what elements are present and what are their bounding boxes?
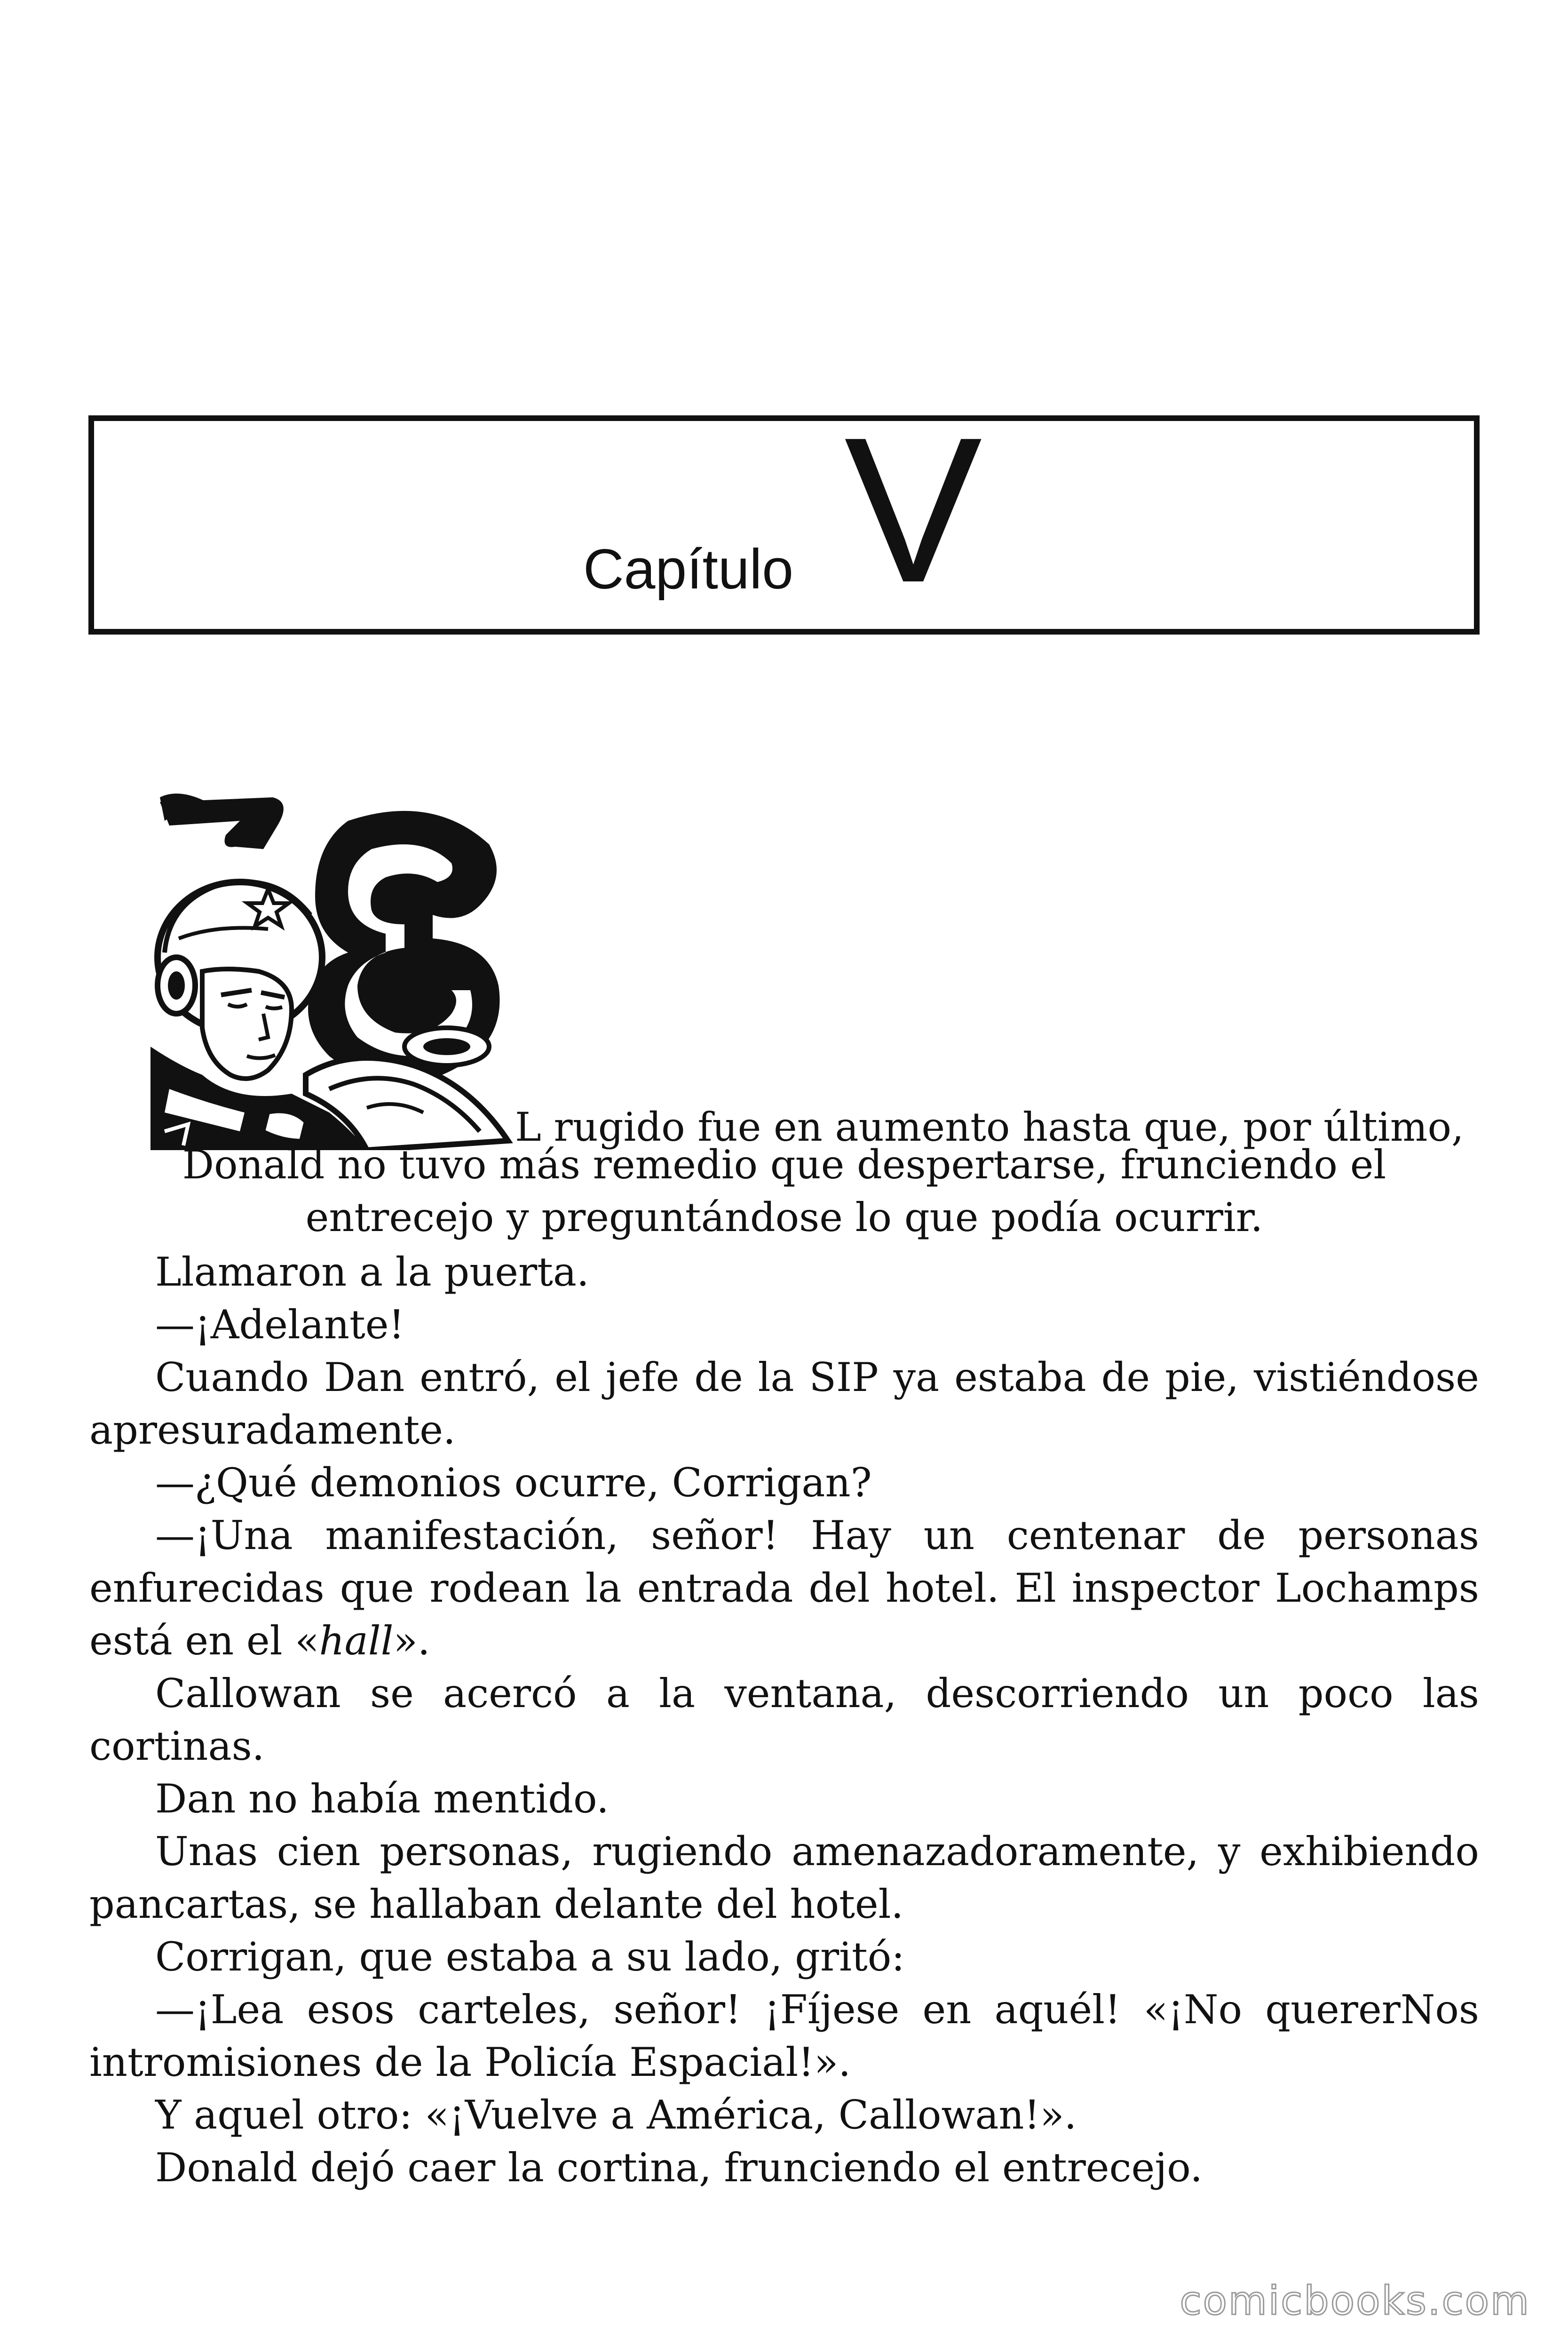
hall-word: hall [319,1618,394,1664]
paragraph: —¡Adelante! [155,1302,405,1348]
chapter-label: Capítulo [583,538,793,601]
paragraph-text: —¡Una manifestación, señor! Hay un centenar de personas enfurecidas que rodean la entrada del hotel. El inspector Lochamps está en el « [89,1512,1479,1664]
opening-first-line: L rugido fue en aumento hasta que, por último, [515,1104,1464,1150]
paragraph: Cuando Dan entró, el jefe de la SIP ya estaba de pie, vistiéndose apresuradamente. [89,1354,1479,1453]
paragraph: —¡Lea esos carteles, señor! ¡Fíjese en aquél! «¡No quererNos intromisiones de la Policía Espacial!». [89,1986,1479,2085]
watermark: comicbooks.com [1180,2278,1530,2324]
hall-close: ». [393,1618,430,1664]
opening-paragraph-rest: Donald no tuvo más remedio que despertarse, frunciendo el entrecejo y preguntándose lo que podía ocurrir. [182,1142,1386,1240]
paragraph: Corrigan, que estaba a su lado, gritó: [155,1934,905,1980]
paragraph: Callowan se acercó a la ventana, descorriendo un poco las cortinas. [89,1670,1479,1769]
paragraph: Y aquel otro: «¡Vuelve a América, Callowan!». [155,2092,1077,2138]
chapter-heading-box [88,415,1480,635]
paragraph: Dan no había mentido. [155,1776,609,1822]
astronaut-dropcap-icon [150,783,517,1150]
paragraph: Donald dejó caer la cortina, frunciendo el entrecejo. [155,2145,1203,2191]
body-text [89,1246,1479,2194]
paragraph: —¿Qué demonios ocurre, Corrigan? [155,1460,872,1506]
paragraph: Unas cien personas, rugiendo amenazadoramente, y exhibiendo pancartas, se hallaban delante del hotel. [89,1828,1479,1927]
paragraph [89,1509,1479,1667]
chapter-number: V [844,395,982,626]
paragraph: Llamaron a la puerta. [155,1249,589,1295]
